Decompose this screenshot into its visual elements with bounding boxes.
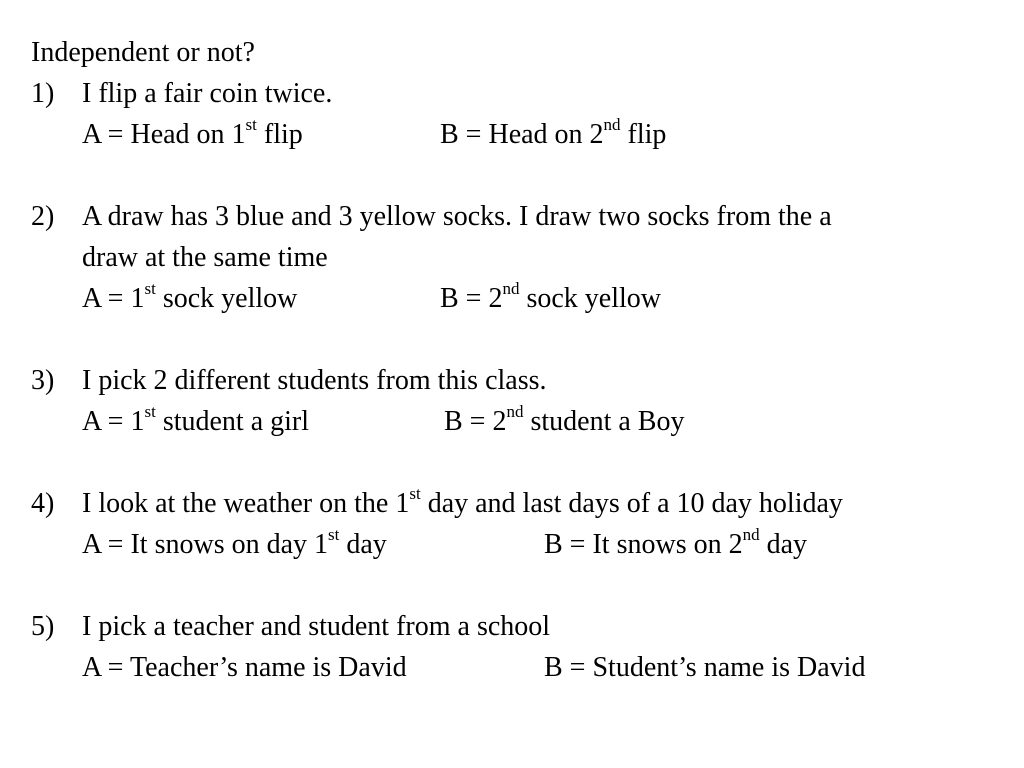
- event-a-text: A = It snows on day 1: [82, 529, 329, 560]
- event-a-text-end: student a girl: [155, 406, 310, 437]
- item-5-text: I pick a teacher and student from a school: [82, 611, 551, 642]
- ordinal-suffix: st: [328, 524, 340, 544]
- event-a-text-end: flip: [256, 119, 303, 150]
- item-4-event-a: [82, 524, 387, 562]
- event-b-text: B = 2: [440, 283, 503, 314]
- ordinal-suffix: nd: [502, 278, 520, 298]
- item-4-text-start: I look at the weather on the 1: [82, 488, 410, 519]
- item-2-number: 2): [31, 201, 55, 232]
- item-2-text-line-2: draw at the same time: [82, 242, 328, 273]
- item-4-number: 4): [31, 488, 55, 519]
- item-4-event-b: [544, 524, 808, 562]
- item-1-event-a: [82, 114, 303, 152]
- item-4-text: [82, 483, 843, 521]
- event-b-text: B = 2: [444, 406, 507, 437]
- item-2-text-line-1: A draw has 3 blue and 3 yellow socks. I draw two socks from the a: [82, 201, 832, 232]
- item-5-event-a: A = Teacher’s name is David: [82, 652, 407, 683]
- event-a-text-end: day: [339, 529, 387, 560]
- ordinal-suffix: st: [409, 483, 421, 503]
- ordinal-suffix: st: [144, 278, 156, 298]
- event-b-text: B = Head on 2: [440, 119, 604, 150]
- item-4-text-end: day and last days of a 10 day holiday: [420, 488, 843, 519]
- item-1-number: 1): [31, 78, 55, 109]
- event-b-text: B = It snows on 2: [544, 529, 743, 560]
- event-a-text: A = Head on 1: [82, 119, 246, 150]
- ordinal-suffix: st: [144, 401, 156, 421]
- item-3-text: I pick 2 different students from this class.: [82, 365, 547, 396]
- ordinal-suffix: nd: [742, 524, 760, 544]
- ordinal-suffix: nd: [603, 114, 621, 134]
- item-3-event-b: [444, 401, 685, 439]
- item-3-event-a: [82, 401, 310, 439]
- item-5-number: 5): [31, 611, 55, 642]
- slide-heading: Independent or not?: [31, 37, 255, 68]
- item-3-number: 3): [31, 365, 55, 396]
- event-b-text-end: sock yellow: [519, 283, 661, 314]
- ordinal-suffix: nd: [506, 401, 524, 421]
- item-2-event-a: [82, 278, 298, 316]
- event-a-text-end: sock yellow: [155, 283, 298, 314]
- item-1-event-b: [440, 114, 667, 152]
- ordinal-suffix: st: [245, 114, 257, 134]
- item-5-event-b: B = Student’s name is David: [544, 652, 866, 683]
- item-2-event-b: [440, 278, 661, 316]
- event-a-text: A = 1: [82, 406, 145, 437]
- event-b-text-end: student a Boy: [523, 406, 685, 437]
- event-a-text: A = 1: [82, 283, 145, 314]
- event-b-text-end: day: [759, 529, 808, 560]
- event-b-text-end: flip: [620, 119, 667, 150]
- item-1-text: I flip a fair coin twice.: [82, 78, 333, 109]
